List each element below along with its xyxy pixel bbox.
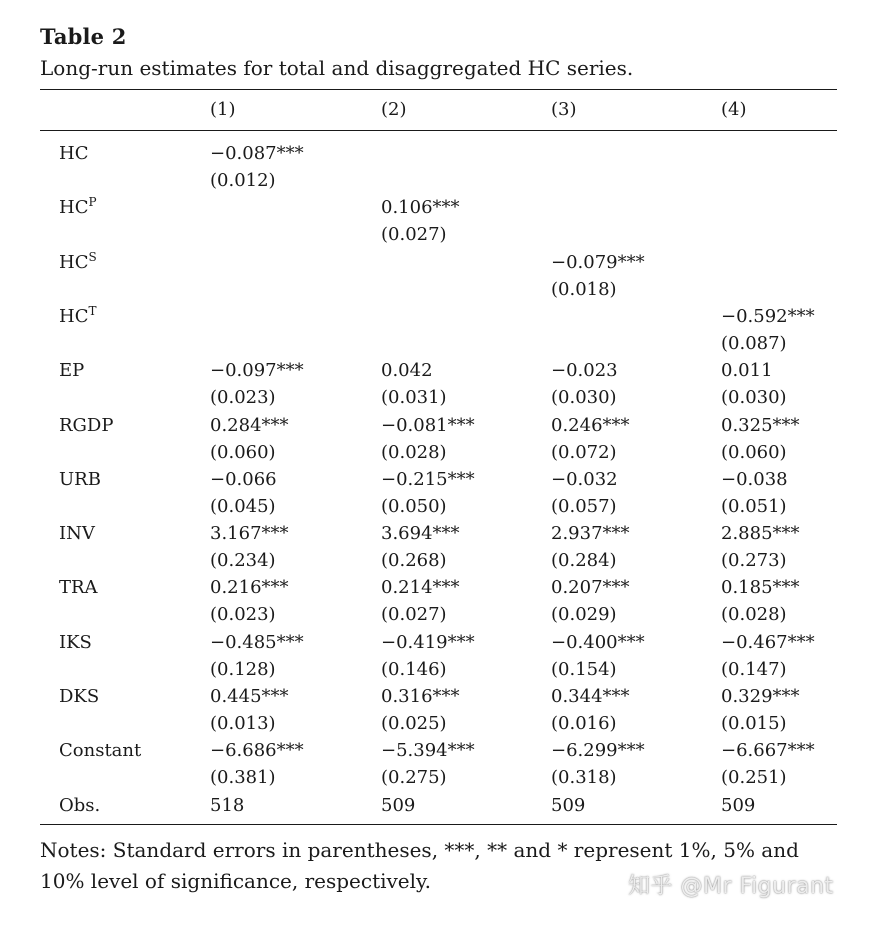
row-label [59, 194, 97, 221]
obs-value-4: 509 [721, 794, 756, 816]
table-cell [551, 357, 618, 411]
standard-error: (0.016) [551, 713, 617, 734]
coefficient: −6.667*** [721, 740, 815, 762]
table-row [0, 303, 872, 357]
bottom-rule [40, 824, 837, 825]
coefficient: −6.299*** [551, 740, 645, 762]
table-row [0, 249, 872, 303]
table-cell [210, 683, 289, 737]
table-cell [721, 412, 800, 466]
coefficient: 0.216*** [210, 577, 289, 599]
table-cell [721, 629, 815, 683]
standard-error: (0.234) [210, 550, 276, 572]
coefficient: −0.215*** [381, 468, 475, 490]
table-row [0, 520, 872, 574]
row-label [59, 249, 97, 276]
coefficient: −0.097*** [210, 360, 304, 382]
table-cell [721, 303, 815, 357]
row-label [59, 140, 88, 167]
coefficient: 0.445*** [210, 686, 289, 707]
table-cell [381, 520, 460, 574]
table-caption: Long-run estimates for total and disaggregated HC series. [40, 56, 634, 80]
standard-error: (0.030) [721, 387, 787, 409]
table-cell [381, 574, 460, 628]
table-cell [210, 737, 304, 791]
row-label-text: IKS [59, 631, 92, 653]
table-row [0, 629, 872, 683]
coefficient: 0.214*** [381, 577, 460, 599]
header-rule [40, 130, 837, 131]
table-row [0, 412, 872, 466]
coefficient: 0.042 [381, 360, 433, 382]
row-label [59, 412, 113, 439]
coefficient: 0.185*** [721, 577, 800, 599]
coefficient: −0.485*** [210, 631, 304, 653]
row-label-superscript: T [88, 303, 97, 318]
table-cell [381, 737, 475, 791]
coefficient: −6.686*** [210, 740, 304, 762]
coefficient: 3.694*** [381, 523, 460, 545]
table-title: Table 2 [40, 24, 127, 49]
coefficient: 3.167*** [210, 523, 289, 545]
row-label [59, 357, 84, 384]
standard-error: (0.087) [721, 332, 787, 354]
table-row [0, 140, 872, 194]
table-cell [210, 357, 304, 411]
table-cell [210, 140, 304, 194]
table-row [0, 737, 872, 791]
obs-value-1: 518 [210, 794, 245, 816]
row-label-text: EP [59, 360, 85, 382]
table-cell [551, 683, 630, 737]
column-header-4: (4) [721, 99, 747, 120]
standard-error: (0.318) [551, 767, 617, 789]
row-label-text: HC [59, 197, 89, 219]
row-label-superscript: S [88, 249, 97, 264]
table-cell [210, 412, 289, 466]
coefficient: 0.207*** [551, 577, 630, 599]
standard-error: (0.015) [721, 713, 787, 734]
standard-error: (0.273) [721, 550, 787, 572]
table-cell [381, 194, 460, 248]
table-cell [381, 466, 475, 520]
table-cell [721, 357, 787, 411]
row-label-superscript: P [88, 195, 97, 210]
row-label [59, 737, 141, 764]
standard-error: (0.012) [210, 170, 276, 191]
row-label [59, 466, 101, 493]
table-cell [210, 629, 304, 683]
coefficient: 0.316*** [381, 686, 460, 707]
coefficient: −0.066 [210, 468, 277, 490]
coefficient: −0.081*** [381, 414, 475, 436]
standard-error: (0.025) [381, 713, 447, 734]
table-row [0, 194, 872, 248]
row-label-text: TRA [59, 577, 98, 599]
standard-error: (0.023) [210, 604, 276, 626]
row-label-text: URB [59, 468, 101, 490]
coefficient: −0.087*** [210, 143, 304, 164]
table-row [0, 683, 872, 737]
table-cell [721, 520, 800, 574]
standard-error: (0.013) [210, 713, 276, 734]
top-rule [40, 89, 837, 90]
standard-error: (0.030) [551, 387, 617, 409]
coefficient: −0.023 [551, 360, 618, 382]
table-cell [551, 249, 645, 303]
coefficient: −0.419*** [381, 631, 475, 653]
row-label-text: DKS [59, 686, 100, 707]
standard-error: (0.268) [381, 550, 447, 572]
table-cell [551, 466, 618, 520]
row-label [59, 574, 98, 601]
table-row [0, 357, 872, 411]
standard-error: (0.051) [721, 495, 787, 517]
standard-error: (0.028) [381, 441, 447, 463]
standard-error: (0.147) [721, 658, 787, 680]
column-header-2: (2) [381, 99, 407, 120]
standard-error: (0.027) [381, 604, 447, 626]
coefficient: 2.937*** [551, 523, 630, 545]
table-cell [381, 357, 447, 411]
coefficient: −0.038 [721, 468, 788, 490]
coefficient: 0.325*** [721, 414, 800, 436]
table-cell [551, 629, 645, 683]
table-row [0, 466, 872, 520]
row-label-text: Constant [59, 740, 142, 762]
watermark: 知乎 @Mr Figurant [628, 874, 834, 899]
table-row [0, 574, 872, 628]
table-cell [551, 520, 630, 574]
table-cell [721, 574, 800, 628]
standard-error: (0.060) [210, 441, 276, 463]
row-label-text: HC [59, 251, 89, 273]
standard-error: (0.275) [381, 767, 447, 789]
coefficient: 0.284*** [210, 414, 289, 436]
standard-error: (0.146) [381, 658, 447, 680]
standard-error: (0.284) [551, 550, 617, 572]
row-label-text: HC [59, 305, 89, 327]
coefficient: −0.032 [551, 468, 618, 490]
coefficient: 0.106*** [381, 197, 460, 219]
table-cell [551, 412, 630, 466]
standard-error: (0.027) [381, 224, 447, 246]
coefficient: 0.246*** [551, 414, 630, 436]
row-label [59, 629, 92, 656]
row-label-text: HC [59, 143, 89, 164]
standard-error: (0.057) [551, 495, 617, 517]
coefficient: −0.467*** [721, 631, 815, 653]
standard-error: (0.251) [721, 767, 787, 789]
table-cell [721, 466, 788, 520]
table-cell [381, 412, 475, 466]
table-cell [210, 466, 277, 520]
coefficient: 0.011 [721, 360, 773, 382]
standard-error: (0.381) [210, 767, 276, 789]
row-label [59, 520, 95, 547]
table-cell [721, 683, 800, 737]
table-cell [721, 737, 815, 791]
obs-value-2: 509 [381, 794, 416, 816]
table-notes: Notes: Standard errors in parentheses, ***, ** and * represent 1%, 5% and 10% level of significance, respectively. [40, 838, 799, 893]
obs-label: Obs. [59, 794, 101, 816]
coefficient: 2.885*** [721, 523, 800, 545]
table-cell [551, 574, 630, 628]
row-label [59, 303, 97, 330]
standard-error: (0.028) [721, 604, 787, 626]
coefficient: −5.394*** [381, 740, 475, 762]
coefficient: −0.592*** [721, 305, 815, 327]
table-cell [210, 520, 289, 574]
table-cell [551, 737, 645, 791]
coefficient: 0.344*** [551, 686, 630, 707]
standard-error: (0.045) [210, 495, 276, 517]
column-header-1: (1) [210, 99, 236, 120]
standard-error: (0.154) [551, 658, 617, 680]
standard-error: (0.023) [210, 387, 276, 409]
row-label-text: INV [59, 523, 95, 545]
coefficient: −0.400*** [551, 631, 645, 653]
column-header-3: (3) [551, 99, 577, 120]
row-label-text: RGDP [59, 414, 114, 436]
standard-error: (0.050) [381, 495, 447, 517]
standard-error: (0.060) [721, 441, 787, 463]
standard-error: (0.018) [551, 278, 617, 300]
standard-error: (0.029) [551, 604, 617, 626]
row-label [59, 683, 99, 710]
table-cell [381, 629, 475, 683]
standard-error: (0.031) [381, 387, 447, 409]
table-cell [210, 574, 289, 628]
standard-error: (0.128) [210, 658, 276, 680]
table-cell [381, 683, 460, 737]
standard-error: (0.072) [551, 441, 617, 463]
coefficient: 0.329*** [721, 686, 800, 707]
coefficient: −0.079*** [551, 251, 645, 273]
obs-value-3: 509 [551, 794, 586, 816]
